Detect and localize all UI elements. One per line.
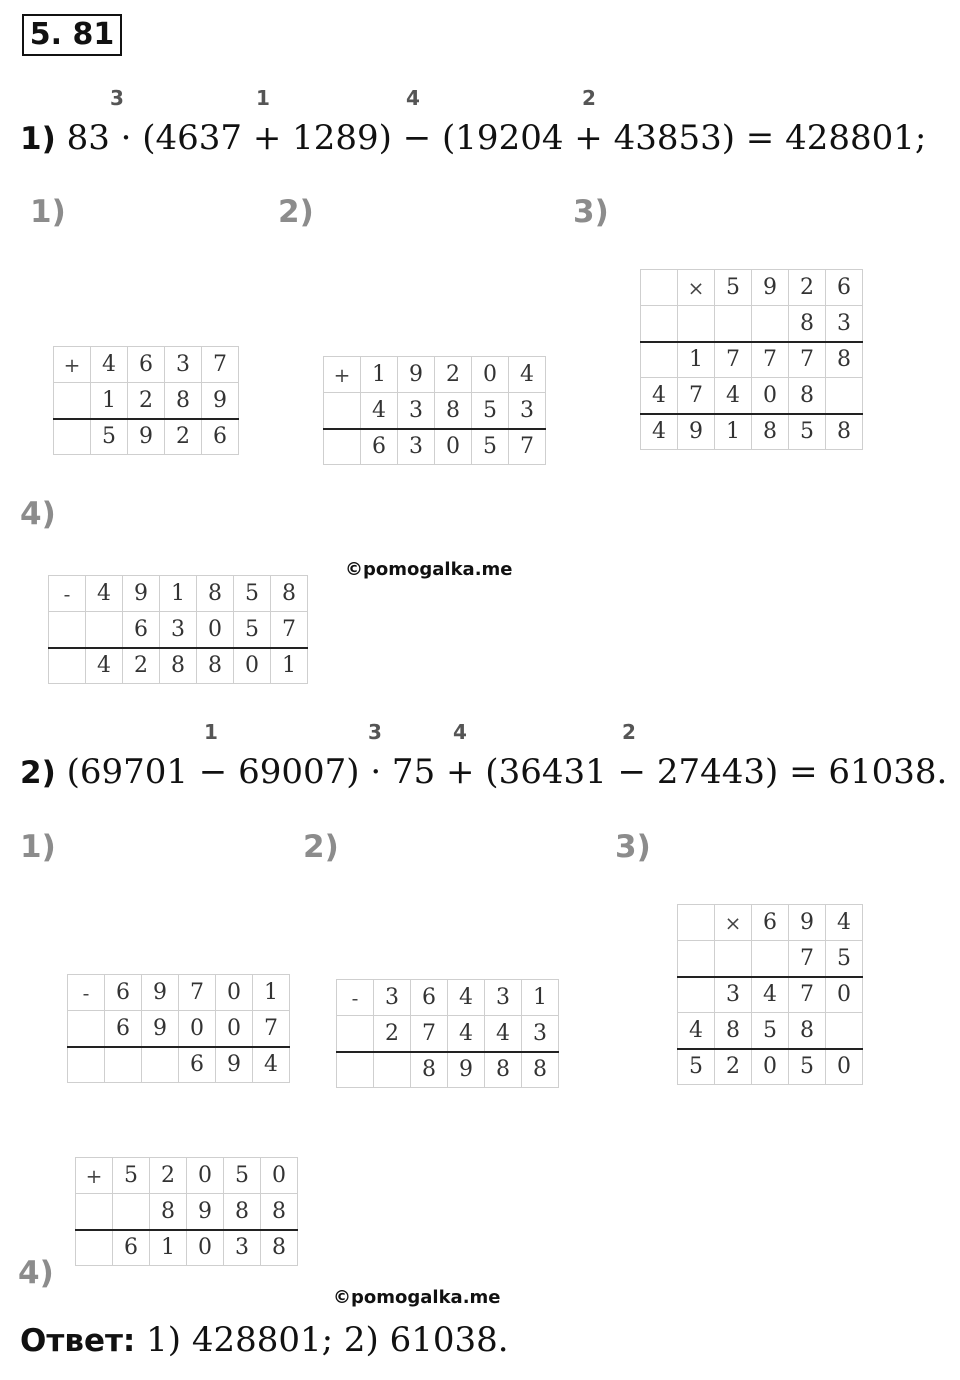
grid-cell: 2 — [128, 383, 165, 419]
grid-cell: 1 — [715, 414, 752, 450]
grid-cell: 8 — [411, 1052, 448, 1088]
grid-cell — [678, 306, 715, 342]
part-label: 1) — [20, 121, 56, 157]
grid-cell: 4 — [448, 1016, 485, 1052]
column-subtraction-grid — [336, 979, 559, 1088]
grid-cell: 4 — [485, 1016, 522, 1052]
grid-cell: 9 — [187, 1194, 224, 1230]
order-mark: 4 — [406, 86, 420, 110]
column-addition-grid — [53, 346, 239, 455]
grid-row — [324, 429, 546, 465]
step-label: 3) — [615, 829, 651, 865]
grid-cell: 9 — [202, 383, 239, 419]
grid-cell: 4 — [826, 905, 863, 941]
grid-cell — [68, 1011, 105, 1047]
grid-cell: 2 — [374, 1016, 411, 1052]
grid-cell: 0 — [826, 977, 863, 1013]
grid-row — [678, 977, 863, 1013]
grid-cell: 0 — [261, 1158, 298, 1194]
grid-cell: 0 — [234, 648, 271, 684]
grid-cell: 4 — [86, 648, 123, 684]
step-label: 2) — [303, 829, 339, 865]
grid-row — [68, 1011, 290, 1047]
grid-cell: 6 — [411, 980, 448, 1016]
grid-cell: 3 — [522, 1016, 559, 1052]
grid-row — [76, 1230, 298, 1266]
order-mark: 4 — [453, 720, 467, 744]
grid-row — [678, 1049, 863, 1085]
grid-row — [76, 1194, 298, 1230]
order-mark: 1 — [204, 720, 218, 744]
grid-cell — [337, 1016, 374, 1052]
grid-cell: 5 — [472, 429, 509, 465]
grid-cell: 3 — [374, 980, 411, 1016]
grid-cell — [374, 1052, 411, 1088]
grid-cell — [49, 612, 86, 648]
grid-cell: 5 — [113, 1158, 150, 1194]
answer-label: Ответ: — [20, 1323, 136, 1359]
grid-cell: 9 — [752, 270, 789, 306]
grid-cell — [641, 270, 678, 306]
grid-cell: 4 — [91, 347, 128, 383]
grid-cell: 6 — [128, 347, 165, 383]
grid-cell: 3 — [485, 980, 522, 1016]
grid-row — [49, 648, 308, 684]
order-mark: 1 — [256, 86, 270, 110]
grid-cell: 8 — [789, 378, 826, 414]
grid-cell: 0 — [216, 975, 253, 1011]
grid-cell: 8 — [522, 1052, 559, 1088]
grid-cell: 4 — [752, 977, 789, 1013]
grid-cell: 5 — [752, 1013, 789, 1049]
grid-cell — [68, 1047, 105, 1083]
order-mark: 3 — [110, 86, 124, 110]
grid-cell: 8 — [224, 1194, 261, 1230]
grid-cell: 5 — [91, 419, 128, 455]
grid-row — [678, 941, 863, 977]
grid-cell: 0 — [197, 612, 234, 648]
grid-row — [54, 419, 239, 455]
grid-cell: 7 — [271, 612, 308, 648]
grid-row — [49, 612, 308, 648]
grid-row — [641, 270, 863, 306]
grid-row — [324, 357, 546, 393]
grid-cell: 8 — [715, 1013, 752, 1049]
grid-cell: 5 — [715, 270, 752, 306]
grid-cell: 0 — [752, 1049, 789, 1085]
grid-cell: 1 — [271, 648, 308, 684]
grid-row — [68, 975, 290, 1011]
grid-cell — [86, 612, 123, 648]
column-addition-grid — [323, 356, 546, 465]
grid-cell: 4 — [86, 576, 123, 612]
grid-cell: 9 — [216, 1047, 253, 1083]
grid-cell: 8 — [150, 1194, 187, 1230]
grid-cell: 7 — [789, 342, 826, 378]
grid-cell: 4 — [448, 980, 485, 1016]
watermark: ©pomogalka.me — [333, 1287, 501, 1308]
grid-cell — [324, 393, 361, 429]
grid-cell: - — [49, 576, 86, 612]
grid-cell: 9 — [123, 576, 160, 612]
grid-cell: 8 — [485, 1052, 522, 1088]
grid-cell: 3 — [398, 393, 435, 429]
grid-row — [641, 306, 863, 342]
grid-cell: + — [324, 357, 361, 393]
grid-cell: 0 — [826, 1049, 863, 1085]
grid-cell: 9 — [678, 414, 715, 450]
grid-cell: 2 — [123, 648, 160, 684]
grid-cell: 8 — [197, 576, 234, 612]
grid-cell: 2 — [150, 1158, 187, 1194]
grid-cell: 6 — [105, 975, 142, 1011]
grid-cell: 0 — [472, 357, 509, 393]
grid-cell: 3 — [826, 306, 863, 342]
grid-cell: 3 — [165, 347, 202, 383]
grid-cell: 7 — [789, 977, 826, 1013]
grid-row — [641, 342, 863, 378]
step-label: 4) — [18, 1255, 54, 1291]
grid-cell: 9 — [398, 357, 435, 393]
expression-2 — [20, 752, 947, 792]
grid-cell: 7 — [752, 342, 789, 378]
step-label: 1) — [20, 829, 56, 865]
grid-cell: 6 — [826, 270, 863, 306]
part-label: 2) — [20, 755, 56, 791]
grid-cell: 6 — [113, 1230, 150, 1266]
grid-cell — [142, 1047, 179, 1083]
grid-cell — [715, 941, 752, 977]
grid-row — [68, 1047, 290, 1083]
grid-cell: 9 — [142, 1011, 179, 1047]
grid-cell: 7 — [678, 378, 715, 414]
column-multiplication-grid — [677, 904, 863, 1085]
grid-cell: 9 — [789, 905, 826, 941]
grid-cell: 0 — [435, 429, 472, 465]
grid-cell: 6 — [123, 612, 160, 648]
grid-cell: 3 — [715, 977, 752, 1013]
grid-cell: 1 — [678, 342, 715, 378]
grid-cell — [752, 306, 789, 342]
grid-cell: 0 — [187, 1230, 224, 1266]
grid-cell — [641, 306, 678, 342]
grid-cell: 8 — [789, 306, 826, 342]
column-subtraction-grid — [48, 575, 308, 684]
grid-cell: 2 — [715, 1049, 752, 1085]
grid-cell: 1 — [361, 357, 398, 393]
grid-cell: 5 — [826, 941, 863, 977]
grid-cell: 4 — [715, 378, 752, 414]
column-subtraction-grid — [67, 974, 290, 1083]
grid-cell — [113, 1194, 150, 1230]
grid-cell: 7 — [509, 429, 546, 465]
grid-cell — [715, 306, 752, 342]
order-mark: 3 — [368, 720, 382, 744]
grid-cell: 1 — [150, 1230, 187, 1266]
grid-cell: 7 — [789, 941, 826, 977]
order-mark: 2 — [622, 720, 636, 744]
grid-cell: × — [715, 905, 752, 941]
grid-cell: 5 — [789, 1049, 826, 1085]
grid-cell — [752, 941, 789, 977]
grid-cell: 5 — [472, 393, 509, 429]
column-addition-grid — [75, 1157, 298, 1266]
grid-cell — [324, 429, 361, 465]
grid-cell: 5 — [789, 414, 826, 450]
grid-cell — [678, 905, 715, 941]
grid-row — [49, 576, 308, 612]
grid-cell: 4 — [641, 378, 678, 414]
grid-cell: 1 — [91, 383, 128, 419]
grid-cell — [49, 648, 86, 684]
step-label: 1) — [30, 194, 66, 230]
grid-cell: 1 — [253, 975, 290, 1011]
problem-number: 5. 81 — [22, 14, 122, 56]
grid-cell: 3 — [398, 429, 435, 465]
step-label: 4) — [20, 496, 56, 532]
grid-cell — [105, 1047, 142, 1083]
grid-cell: 3 — [509, 393, 546, 429]
grid-row — [337, 1016, 559, 1052]
grid-cell: 7 — [202, 347, 239, 383]
grid-cell: 8 — [261, 1194, 298, 1230]
grid-cell: 8 — [752, 414, 789, 450]
grid-cell: 9 — [142, 975, 179, 1011]
grid-cell: + — [54, 347, 91, 383]
expression-text: 83 · (4637 + 1289) − (19204 + 43853) = 428801; — [66, 118, 927, 158]
grid-cell: 7 — [253, 1011, 290, 1047]
grid-cell: 2 — [435, 357, 472, 393]
step-label: 3) — [573, 194, 609, 230]
grid-cell — [337, 1052, 374, 1088]
grid-row — [76, 1158, 298, 1194]
grid-cell — [54, 419, 91, 455]
watermark: ©pomogalka.me — [345, 559, 513, 580]
grid-cell: 8 — [271, 576, 308, 612]
grid-row — [324, 393, 546, 429]
grid-cell: 0 — [179, 1011, 216, 1047]
grid-cell — [54, 383, 91, 419]
grid-cell: + — [76, 1158, 113, 1194]
grid-cell: 8 — [261, 1230, 298, 1266]
grid-row — [678, 1013, 863, 1049]
grid-row — [337, 1052, 559, 1088]
expression-text: (69701 − 69007) · 75 + (36431 − 27443) = 61038. — [66, 752, 948, 792]
grid-cell: 5 — [224, 1158, 261, 1194]
grid-cell: 5 — [234, 612, 271, 648]
grid-cell: 0 — [187, 1158, 224, 1194]
grid-cell: 0 — [216, 1011, 253, 1047]
grid-cell: 6 — [361, 429, 398, 465]
grid-row — [678, 905, 863, 941]
grid-cell: 3 — [224, 1230, 261, 1266]
grid-cell: 7 — [715, 342, 752, 378]
grid-cell: 8 — [160, 648, 197, 684]
grid-cell: 4 — [641, 414, 678, 450]
grid-cell: 6 — [202, 419, 239, 455]
grid-row — [54, 383, 239, 419]
grid-cell: 4 — [361, 393, 398, 429]
grid-cell — [76, 1194, 113, 1230]
grid-cell: 1 — [160, 576, 197, 612]
expression-1 — [20, 118, 926, 158]
grid-cell: 6 — [105, 1011, 142, 1047]
grid-cell: 8 — [826, 342, 863, 378]
grid-cell: 4 — [253, 1047, 290, 1083]
grid-cell: 8 — [197, 648, 234, 684]
grid-cell: 0 — [752, 378, 789, 414]
grid-cell: × — [678, 270, 715, 306]
grid-cell: - — [337, 980, 374, 1016]
grid-cell — [678, 941, 715, 977]
grid-row — [641, 378, 863, 414]
grid-cell: 8 — [826, 414, 863, 450]
grid-cell — [678, 977, 715, 1013]
grid-cell: 4 — [509, 357, 546, 393]
grid-cell: 8 — [789, 1013, 826, 1049]
grid-cell — [76, 1230, 113, 1266]
grid-cell — [826, 378, 863, 414]
grid-cell: 6 — [752, 905, 789, 941]
grid-cell: 5 — [234, 576, 271, 612]
grid-cell: - — [68, 975, 105, 1011]
grid-cell: 7 — [179, 975, 216, 1011]
grid-row — [337, 980, 559, 1016]
answer — [20, 1320, 509, 1360]
answer-text: 1) 428801; 2) 61038. — [146, 1320, 509, 1360]
grid-cell: 2 — [789, 270, 826, 306]
column-multiplication-grid — [640, 269, 863, 450]
step-label: 2) — [278, 194, 314, 230]
grid-cell: 3 — [160, 612, 197, 648]
grid-cell: 2 — [165, 419, 202, 455]
grid-cell — [641, 342, 678, 378]
grid-cell: 4 — [678, 1013, 715, 1049]
grid-cell: 5 — [678, 1049, 715, 1085]
grid-row — [641, 414, 863, 450]
grid-cell: 8 — [165, 383, 202, 419]
grid-cell: 7 — [411, 1016, 448, 1052]
grid-cell: 8 — [435, 393, 472, 429]
grid-cell: 9 — [448, 1052, 485, 1088]
grid-cell: 1 — [522, 980, 559, 1016]
order-mark: 2 — [582, 86, 596, 110]
grid-cell: 6 — [179, 1047, 216, 1083]
grid-row — [54, 347, 239, 383]
grid-cell — [826, 1013, 863, 1049]
grid-cell: 9 — [128, 419, 165, 455]
